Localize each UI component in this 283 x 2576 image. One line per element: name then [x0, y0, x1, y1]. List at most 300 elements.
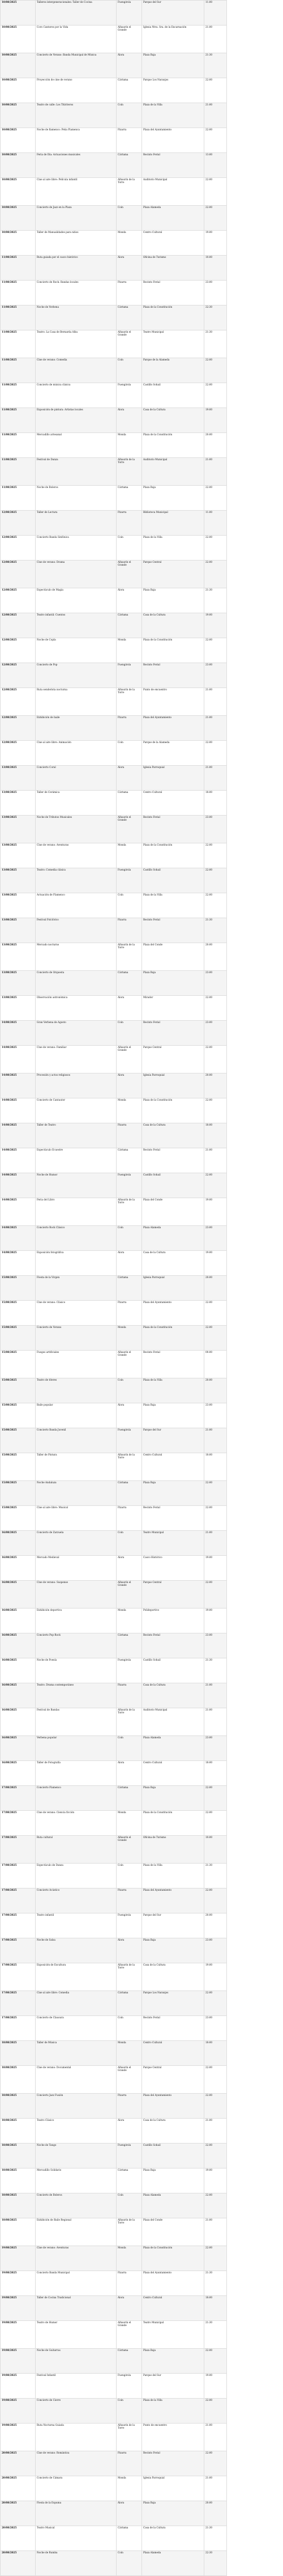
event-venue: Plaza Baja — [142, 486, 204, 511]
event-venue: Plaza de la Villa — [142, 103, 204, 128]
event-venue: Recinto Ferial — [142, 1506, 204, 1531]
event-town: Álora — [117, 1073, 142, 1098]
row-spacer — [227, 2016, 283, 2041]
event-title: Concierto de Cantautor — [36, 1098, 117, 1123]
row-spacer — [227, 2168, 283, 2193]
event-date: 14/08/2025 — [1, 1148, 36, 1173]
event-date: 10/08/2025 — [1, 53, 36, 78]
event-date: 10/08/2025 — [1, 128, 36, 153]
table-row — [1, 766, 283, 791]
event-time: 18:00 — [204, 1761, 227, 1786]
event-title: Teatro infantil: Cuentos — [36, 613, 117, 638]
event-title: Feria de Día: Actuaciones musicales — [36, 153, 117, 178]
event-venue: Centro Cultural — [142, 231, 204, 256]
event-time: 21:30 — [204, 1658, 227, 1683]
event-title: Cine de verano: Suspense — [36, 1581, 117, 1609]
event-town: Alhaurín el Grande — [117, 1581, 142, 1609]
event-venue: Centro Cultural — [142, 1761, 204, 1786]
table-row — [1, 128, 283, 153]
event-date: 10/08/2025 — [1, 1, 36, 26]
event-time: 20:00 — [204, 943, 227, 971]
event-title: Ruta Nocturna Guiada — [36, 2424, 117, 2451]
event-title: Teatro Musical — [36, 2526, 117, 2551]
event-title: Taller de Cerámica — [36, 791, 117, 816]
event-date: 20/08/2025 — [1, 2476, 36, 2501]
event-title: Teatro de calle: Los Titiriteros — [36, 103, 117, 128]
event-venue: Plaza del Ayuntamiento — [142, 716, 204, 741]
event-date: 19/08/2025 — [1, 2321, 36, 2349]
event-date: 17/08/2025 — [1, 1938, 36, 1963]
event-title: Cine de verano: Comedia — [36, 358, 117, 383]
event-town: Álora — [117, 1251, 142, 1276]
event-venue: Iglesia Ntra. Sra. de la Encarnación — [142, 26, 204, 53]
event-title: Teatro Clásico — [36, 2119, 117, 2144]
event-time: 21:00 — [204, 766, 227, 791]
event-venue: Plaza Alameda — [142, 1736, 204, 1761]
table-row — [1, 2526, 283, 2551]
event-date: 13/08/2025 — [1, 843, 36, 868]
event-title: Concierto de Zarzuela — [36, 1531, 117, 1556]
table-row — [1, 2424, 283, 2451]
event-title: Concierto de Cierre — [36, 2399, 117, 2424]
table-row — [1, 1609, 283, 1633]
row-spacer — [227, 688, 283, 716]
event-town: Coín — [117, 103, 142, 128]
event-date: 15/08/2025 — [1, 1403, 36, 1428]
table-row — [1, 1326, 283, 1351]
table-row — [1, 2094, 283, 2119]
event-title: Cine de verano: Ciencia ficción — [36, 1811, 117, 1836]
event-date: 16/08/2025 — [1, 1556, 36, 1581]
table-row — [1, 358, 283, 383]
event-venue: Plaza de la Constitución — [142, 433, 204, 458]
event-town: Alhaurín el Grande — [117, 26, 142, 53]
event-time: 22:00 — [204, 2399, 227, 2424]
event-time: 23:00 — [204, 2016, 227, 2041]
event-title: Gran Verbena de Agosto — [36, 1021, 117, 1046]
table-row — [1, 971, 283, 996]
event-title: Fiesta de la Espuma — [36, 2501, 117, 2526]
event-title: Concierto de música clásica — [36, 383, 117, 408]
event-time: 22:00 — [204, 1991, 227, 2016]
event-time: 21:00 — [204, 2119, 227, 2144]
event-time: 00:00 — [204, 1351, 227, 1378]
table-row — [1, 26, 283, 53]
event-title: Concierto Pop-Rock — [36, 1633, 117, 1658]
event-title: Noche de Tango — [36, 2144, 117, 2168]
event-time: 22:00 — [204, 996, 227, 1021]
row-spacer — [227, 2374, 283, 2399]
row-spacer — [227, 2321, 283, 2349]
event-town: Monda — [117, 1609, 142, 1633]
event-venue: Plaza Alameda — [142, 2193, 204, 2218]
table-row — [1, 1148, 283, 1173]
row-spacer — [227, 2296, 283, 2321]
event-venue: Castillo Sohail — [142, 868, 204, 893]
event-time: 18:00 — [204, 1453, 227, 1481]
event-venue: Recinto Ferial — [142, 281, 204, 305]
event-time: 20:00 — [204, 1073, 227, 1098]
event-date: 19/08/2025 — [1, 2399, 36, 2424]
event-title: Fiesta de la Virgen — [36, 1276, 117, 1301]
event-title: Cine al aire libre: Película infantil — [36, 178, 117, 206]
event-venue: Casa de la Cultura — [142, 1683, 204, 1708]
table-row — [1, 1251, 283, 1276]
event-venue: Casco Histórico — [142, 1556, 204, 1581]
table-row — [1, 918, 283, 943]
row-spacer — [227, 1123, 283, 1148]
event-time: 22:30 — [204, 2551, 227, 2576]
event-time: 23:00 — [204, 816, 227, 843]
row-spacer — [227, 1226, 283, 1251]
event-date: 16/08/2025 — [1, 1683, 36, 1708]
event-venue: Parque Los Naranjos — [142, 78, 204, 103]
row-spacer — [227, 281, 283, 305]
event-title: Concierto Coral — [36, 766, 117, 791]
event-town: Cártama — [117, 971, 142, 996]
row-spacer — [227, 2193, 283, 2218]
event-venue: Plaza de la Villa — [142, 536, 204, 561]
event-title: Procesión y actos religiosos — [36, 1073, 117, 1098]
event-venue: Auditorio Municipal — [142, 458, 204, 486]
event-title: Noche de Verbena — [36, 305, 117, 330]
event-town: Alhaurín de la Torre — [117, 178, 142, 206]
event-title: Teatro infantil — [36, 1913, 117, 1938]
event-venue: Plaza de la Constitución — [142, 638, 204, 663]
row-spacer — [227, 716, 283, 741]
event-date: 17/08/2025 — [1, 1811, 36, 1836]
event-title: Cine al aire libre: Comedia — [36, 1991, 117, 2016]
event-time: 22:00 — [204, 178, 227, 206]
event-title: Taller de Lectura — [36, 511, 117, 536]
event-venue: Castillo Sohail — [142, 1658, 204, 1683]
event-town: Cártama — [117, 1991, 142, 2016]
event-time: 13:00 — [204, 153, 227, 178]
row-spacer — [227, 613, 283, 638]
event-town: Alhaurín de la Torre — [117, 2424, 142, 2451]
event-date: 13/08/2025 — [1, 816, 36, 843]
event-title: Exhibición de baile — [36, 716, 117, 741]
event-venue: Punto de encuentro — [142, 688, 204, 716]
event-date: 13/08/2025 — [1, 791, 36, 816]
event-title: Proyección de cine de verano — [36, 78, 117, 103]
event-date: 12/08/2025 — [1, 536, 36, 561]
event-venue: Parque del Sur — [142, 1913, 204, 1938]
table-row — [1, 53, 283, 78]
event-time: 22:00 — [204, 383, 227, 408]
row-spacer — [227, 1506, 283, 1531]
event-date: 17/08/2025 — [1, 1836, 36, 1864]
event-title: Taller de Manualidades para niños — [36, 231, 117, 256]
table-row — [1, 1708, 283, 1736]
table-row — [1, 741, 283, 766]
event-title: Festival Folclórico — [36, 918, 117, 943]
event-town: Alhaurín el Grande — [117, 1836, 142, 1864]
row-spacer — [227, 1428, 283, 1453]
event-venue: Castillo Sohail — [142, 383, 204, 408]
event-title: Cine de verano: Documental — [36, 2066, 117, 2094]
table-row — [1, 1864, 283, 1888]
event-venue: Parque Central — [142, 1581, 204, 1609]
table-row — [1, 153, 283, 178]
event-town: Cártama — [117, 1481, 142, 1506]
table-row — [1, 893, 283, 918]
event-title: Teatro de títeres — [36, 1378, 117, 1403]
event-date: 20/08/2025 — [1, 2451, 36, 2476]
event-title: Concierto de Boleros — [36, 2193, 117, 2218]
event-venue: Teatro Municipal — [142, 1531, 204, 1556]
event-town: Monda — [117, 433, 142, 458]
event-venue: Casa de la Cultura — [142, 2526, 204, 2551]
event-time: 21:00 — [204, 2424, 227, 2451]
event-title: Ruta senderista nocturna — [36, 688, 117, 716]
event-time: 21:30 — [204, 2321, 227, 2349]
event-date: 15/08/2025 — [1, 1276, 36, 1301]
event-town: Alhaurín de la Torre — [117, 458, 142, 486]
table-row — [1, 256, 283, 281]
event-venue: Plaza de la Constitución — [142, 843, 204, 868]
event-venue: Plaza de la Constitución — [142, 2246, 204, 2271]
event-venue: Parque del Sur — [142, 1, 204, 26]
event-time: 19:00 — [204, 613, 227, 638]
event-title: Taller de Fotografía — [36, 1761, 117, 1786]
row-spacer — [227, 2476, 283, 2501]
event-venue: Recinto Ferial — [142, 1351, 204, 1378]
event-town: Pizarra — [117, 1888, 142, 1913]
event-date: 15/08/2025 — [1, 1326, 36, 1351]
event-town: Coín — [117, 1021, 142, 1046]
event-town: Fuengirola — [117, 1173, 142, 1198]
event-town: Cártama — [117, 1633, 142, 1658]
table-row — [1, 2041, 283, 2066]
event-town: Pizarra — [117, 918, 142, 943]
row-spacer — [227, 1761, 283, 1786]
event-date: 14/08/2025 — [1, 1198, 36, 1226]
event-title: Concierto Banda Sinfónica — [36, 536, 117, 561]
event-time: 22:00 — [204, 1046, 227, 1073]
row-spacer — [227, 638, 283, 663]
event-date: 14/08/2025 — [1, 1098, 36, 1123]
event-town: Álora — [117, 1556, 142, 1581]
event-time: 19:00 — [204, 2374, 227, 2399]
table-row — [1, 1123, 283, 1148]
row-spacer — [227, 1326, 283, 1351]
event-date: 15/08/2025 — [1, 1506, 36, 1531]
event-date: 19/08/2025 — [1, 2296, 36, 2321]
event-time: 21:00 — [204, 1428, 227, 1453]
event-date: 15/08/2025 — [1, 1481, 36, 1506]
event-time: 22:30 — [204, 305, 227, 330]
event-title: Cine al aire libre: Animación — [36, 741, 117, 766]
table-row — [1, 791, 283, 816]
event-town: Coín — [117, 2551, 142, 2576]
row-spacer — [227, 1403, 283, 1428]
event-time: 23:00 — [204, 281, 227, 305]
event-venue: Plaza Baja — [142, 1938, 204, 1963]
event-date: 10/08/2025 — [1, 231, 36, 256]
row-spacer — [227, 408, 283, 433]
event-town: Coín — [117, 1378, 142, 1403]
row-spacer — [227, 893, 283, 918]
event-title: Noche de Guitarras — [36, 2349, 117, 2374]
row-spacer — [227, 1864, 283, 1888]
event-time: 22:00 — [204, 206, 227, 231]
event-date: 12/08/2025 — [1, 638, 36, 663]
event-time: 21:00 — [204, 1148, 227, 1173]
event-town: Fuengirola — [117, 383, 142, 408]
table-row — [1, 588, 283, 613]
event-time: 21:30 — [204, 918, 227, 943]
event-time: 18:00 — [204, 1123, 227, 1148]
event-town: Monda — [117, 1811, 142, 1836]
row-spacer — [227, 2551, 283, 2576]
event-time: 22:00 — [204, 2193, 227, 2218]
event-venue: Plaza del Ayuntamiento — [142, 128, 204, 153]
event-title: Taller de Cocina Tradicional — [36, 2296, 117, 2321]
event-town: Alhaurín de la Torre — [117, 1963, 142, 1991]
event-title: Taller de Pintura — [36, 1453, 117, 1481]
row-spacer — [227, 561, 283, 588]
event-title: Concierto de Orquesta — [36, 971, 117, 996]
table-row — [1, 1658, 283, 1683]
table-row — [1, 2321, 283, 2349]
event-time: 19:00 — [204, 1609, 227, 1633]
table-row — [1, 1913, 283, 1938]
row-spacer — [227, 128, 283, 153]
row-spacer — [227, 1378, 283, 1403]
event-date: 18/08/2025 — [1, 2066, 36, 2094]
event-date: 18/08/2025 — [1, 2218, 36, 2246]
row-spacer — [227, 1736, 283, 1761]
row-spacer — [227, 663, 283, 688]
event-time: 23:00 — [204, 1736, 227, 1761]
event-venue: Plaza Baja — [142, 53, 204, 78]
row-spacer — [227, 2041, 283, 2066]
event-title: Espectáculo Ecuestre — [36, 1148, 117, 1173]
row-spacer — [227, 918, 283, 943]
event-town: Alhaurín el Grande — [117, 1046, 142, 1073]
event-town: Álora — [117, 588, 142, 613]
event-title: Concierto de Clausura — [36, 2016, 117, 2041]
event-venue: Recinto Ferial — [142, 153, 204, 178]
event-town: Pizarra — [117, 1683, 142, 1708]
event-time: 22:00 — [204, 536, 227, 561]
row-spacer — [227, 741, 283, 766]
event-venue: Plaza Baja — [142, 1481, 204, 1506]
event-date: 14/08/2025 — [1, 1123, 36, 1148]
event-town: Pizarra — [117, 511, 142, 536]
event-town: Monda — [117, 2246, 142, 2271]
event-venue: Plaza Baja — [142, 2501, 204, 2526]
event-title: Ruta cultural — [36, 1836, 117, 1864]
event-venue: Recinto Ferial — [142, 2016, 204, 2041]
table-row — [1, 1633, 283, 1658]
event-venue: Plaza Alameda — [142, 206, 204, 231]
event-time: 11:00 — [204, 1, 227, 26]
row-spacer — [227, 2451, 283, 2476]
event-title: Exhibición de Baile Regional — [36, 2218, 117, 2246]
event-date: 18/08/2025 — [1, 2119, 36, 2144]
row-spacer — [227, 766, 283, 791]
event-venue: Plaza Alameda — [142, 2551, 204, 2576]
event-date: 11/08/2025 — [1, 383, 36, 408]
event-town: Coín — [117, 2016, 142, 2041]
event-time: 21:30 — [204, 588, 227, 613]
event-date: 13/08/2025 — [1, 996, 36, 1021]
event-venue: Plaza del Ayuntamiento — [142, 1888, 204, 1913]
event-venue: Auditorio Municipal — [142, 1708, 204, 1736]
table-row — [1, 383, 283, 408]
event-date: 20/08/2025 — [1, 2501, 36, 2526]
event-title: Cine de verano: Aventuras — [36, 843, 117, 868]
table-row — [1, 1963, 283, 1991]
event-title: Teatro: La Casa de Bernarda Alba — [36, 330, 117, 358]
event-date: 16/08/2025 — [1, 1581, 36, 1609]
event-town: Alhaurín el Grande — [117, 2321, 142, 2349]
table-row — [1, 1428, 283, 1453]
event-time: 22:00 — [204, 2451, 227, 2476]
event-venue: Centro Cultural — [142, 791, 204, 816]
event-title: Festival Infantil — [36, 2374, 117, 2399]
row-spacer — [227, 1301, 283, 1326]
event-town: Fuengirola — [117, 663, 142, 688]
event-title: Exposición fotográfica — [36, 1251, 117, 1276]
event-date: 15/08/2025 — [1, 1453, 36, 1481]
event-time: 19:00 — [204, 1556, 227, 1581]
event-date: 10/08/2025 — [1, 178, 36, 206]
event-date: 10/08/2025 — [1, 26, 36, 53]
row-spacer — [227, 486, 283, 511]
event-date: 11/08/2025 — [1, 486, 36, 511]
event-venue: Recinto Ferial — [142, 816, 204, 843]
table-row — [1, 2016, 283, 2041]
event-venue: Parque Central — [142, 1046, 204, 1073]
event-venue: Parque de la Alameda — [142, 358, 204, 383]
event-time: 22:00 — [204, 78, 227, 103]
table-row — [1, 231, 283, 256]
table-row — [1, 663, 283, 688]
event-title: Teatro: Drama contemporáneo — [36, 1683, 117, 1708]
event-title: Baile popular — [36, 1403, 117, 1428]
event-town: Coín — [117, 1864, 142, 1888]
event-time: 22:00 — [204, 1888, 227, 1913]
event-date: 12/08/2025 — [1, 688, 36, 716]
event-date: 16/08/2025 — [1, 1708, 36, 1736]
event-title: Exposición de pintura: Artistas locales — [36, 408, 117, 433]
event-time: 22:00 — [204, 1326, 227, 1351]
row-spacer — [227, 433, 283, 458]
event-town: Álora — [117, 256, 142, 281]
row-spacer — [227, 1351, 283, 1378]
event-venue: Plaza Baja — [142, 971, 204, 996]
row-spacer — [227, 1073, 283, 1098]
event-town: Álora — [117, 1938, 142, 1963]
event-town: Alhaurín el Grande — [117, 1351, 142, 1378]
table-row — [1, 638, 283, 663]
event-time: 22:00 — [204, 2144, 227, 2168]
event-venue: Iglesia Parroquial — [142, 766, 204, 791]
table-row — [1, 561, 283, 588]
event-time: 22:00 — [204, 2246, 227, 2271]
event-town: Álora — [117, 1403, 142, 1428]
event-title: Verbena popular — [36, 1736, 117, 1761]
event-venue: Centro Cultural — [142, 1453, 204, 1481]
event-date: 14/08/2025 — [1, 1251, 36, 1276]
table-row — [1, 1173, 283, 1198]
row-spacer — [227, 2246, 283, 2271]
event-time: 22:00 — [204, 1506, 227, 1531]
table-row — [1, 2349, 283, 2374]
